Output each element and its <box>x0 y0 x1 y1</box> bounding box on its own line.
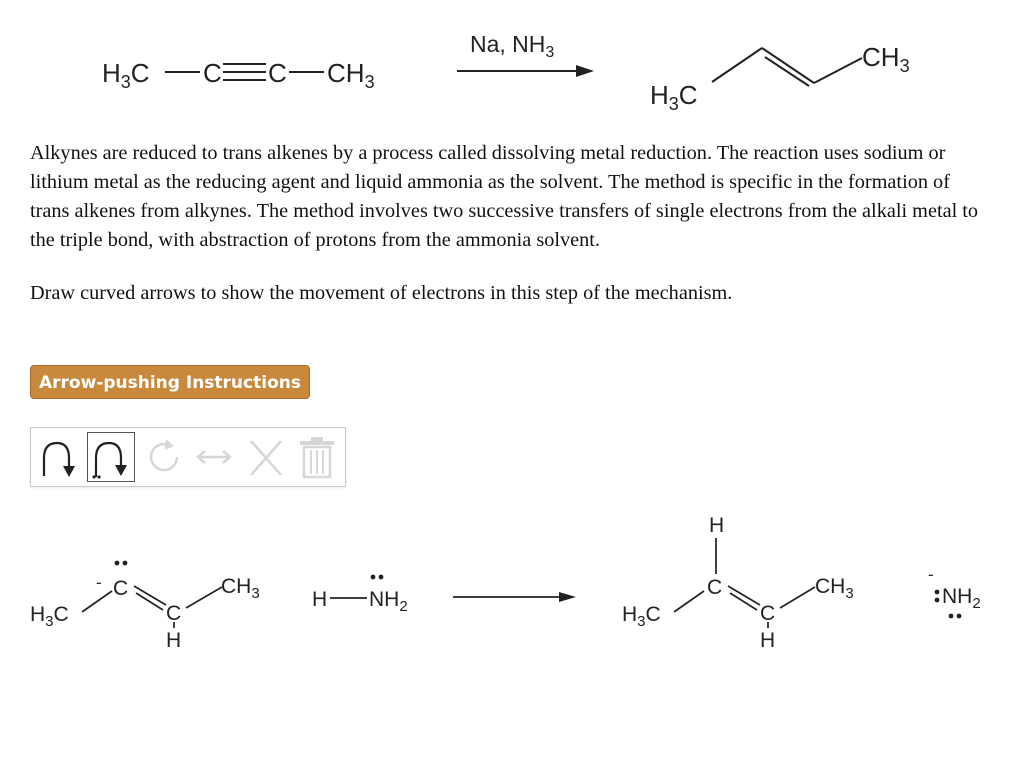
amide-nitrogen: $NH_2$ <box>942 585 981 612</box>
step-arrowhead <box>559 592 576 602</box>
new-hydrogen: H <box>709 514 725 537</box>
arrow-toolbar <box>30 427 346 487</box>
double-bond-outer <box>762 48 814 83</box>
double-bond-inner <box>765 57 809 86</box>
lone-pair-dot <box>379 575 384 580</box>
bond <box>82 591 112 612</box>
anion-right-methyl: $CH_3$ <box>221 575 260 602</box>
lone-pair-dot <box>935 590 940 595</box>
reactant-carbon-b: C <box>268 58 287 88</box>
reaction-arrowhead <box>576 65 594 77</box>
arrow-pushing-instructions-button[interactable]: Arrow-pushing Instructions <box>30 365 310 399</box>
curved-arrow-icon <box>35 432 85 482</box>
single-bond <box>814 58 862 83</box>
intro-paragraph: Alkynes are reduced to trans alkenes by a process called dissolving metal reduction. The reaction uses sodium or lithium metal as the reducing agent and liquid ammonia as the solvent. The method is specific in the formation of trans alkenes from alkynes. The method involves two successive transfers of single electrons from the alkali metal to the triple bond, with abstraction of protons from the ammonia solvent. <box>30 142 979 251</box>
product-alkene <box>622 514 854 652</box>
problem-description <box>30 139 990 308</box>
lone-pair-dot <box>949 614 954 619</box>
overall-reaction <box>0 0 1024 125</box>
alkene-carbon-b: C <box>760 602 776 625</box>
question-prompt: Draw curved arrows to show the movement of electrons in this step of the mechanism. <box>30 282 733 304</box>
product-left-methyl: $H_3C$ <box>650 80 698 114</box>
product-right-methyl: $CH_3$ <box>862 42 910 76</box>
undo-tool[interactable] <box>139 432 187 482</box>
ammonia <box>312 575 408 615</box>
carbanion-carbon: C <box>113 577 129 600</box>
trash-tool[interactable] <box>293 432 341 482</box>
fishhook-arrow-icon <box>88 433 134 481</box>
negative-charge: - <box>96 573 102 592</box>
lone-pair-dot <box>957 614 962 619</box>
vinyl-hydrogen: H <box>166 629 182 652</box>
bond <box>186 587 222 608</box>
ammonia-nitrogen: $NH_2$ <box>369 588 408 615</box>
ammonia-hydrogen: H <box>312 588 328 611</box>
vinyl-carbon: C <box>166 602 182 625</box>
delete-tool[interactable] <box>243 432 289 482</box>
bond <box>674 591 704 612</box>
lone-pair-dot <box>935 598 940 603</box>
lone-pair-dot <box>371 575 376 580</box>
lone-pair-dot <box>123 561 128 566</box>
trash-icon <box>293 432 341 482</box>
mechanism-step <box>0 500 1024 670</box>
reactant-carbon-a: C <box>203 58 222 88</box>
vinyl-anion <box>30 561 260 652</box>
bond <box>780 587 815 608</box>
curved-arrow-tool[interactable] <box>35 432 85 482</box>
x-icon <box>243 432 289 482</box>
alkene-right-methyl: $CH_3$ <box>815 575 854 602</box>
single-bond <box>712 48 762 82</box>
resonance-arrow-tool[interactable] <box>189 432 239 482</box>
double-arrow-icon <box>189 432 239 482</box>
lone-pair-dot <box>115 561 120 566</box>
amide-charge: - <box>928 565 934 584</box>
amide-anion <box>928 565 981 618</box>
alkene-carbon-a: C <box>707 576 723 599</box>
alkene-left-methyl: $H_3C$ <box>622 603 661 630</box>
reactant-left-methyl: $H_3C$ <box>102 58 150 92</box>
alkene-hydrogen: H <box>760 629 776 652</box>
reactant-right-methyl: $CH_3$ <box>327 58 375 92</box>
undo-icon <box>139 432 187 482</box>
reagent-label: Na, $NH_3$ <box>470 31 555 61</box>
fishhook-arrow-tool[interactable] <box>87 432 135 482</box>
triple-bond <box>223 64 266 80</box>
anion-left-methyl: $H_3C$ <box>30 603 69 630</box>
